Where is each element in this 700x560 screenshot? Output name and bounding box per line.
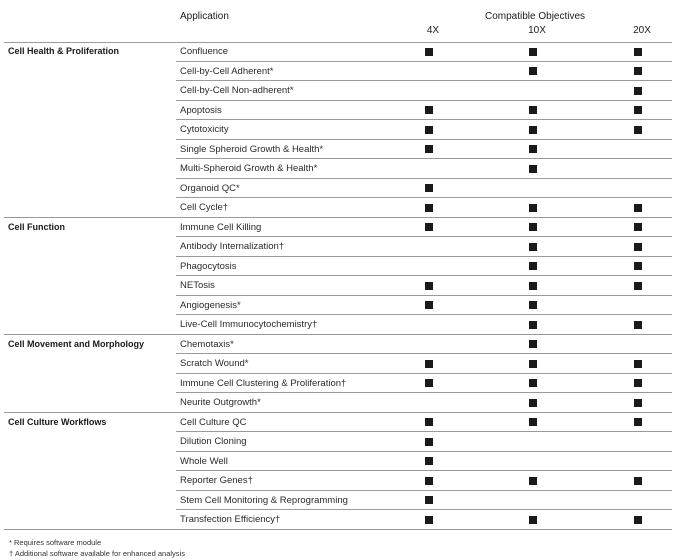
table-row: [0, 257, 700, 277]
compatible-mark-10x: [529, 126, 537, 134]
compatible-mark-10x: [529, 321, 537, 329]
compatible-mark-10x: [529, 243, 537, 251]
objective-20x-header: 20X: [633, 25, 651, 36]
compatible-mark-20x: [634, 282, 642, 290]
application-label: Single Spheroid Growth & Health*: [180, 143, 324, 155]
compatible-mark-10x: [529, 301, 537, 309]
compatible-mark-10x: [529, 516, 537, 524]
application-label: Angiogenesis*: [180, 299, 241, 311]
compatible-mark-4x: [425, 282, 433, 290]
compatible-mark-4x: [425, 360, 433, 368]
application-label: Transfection Efficiency†: [180, 514, 281, 525]
application-label: Cytotoxicity: [180, 124, 229, 135]
application-label: NETosis: [180, 280, 215, 291]
compatible-mark-10x: [529, 145, 537, 153]
compatible-mark-10x: [529, 340, 537, 348]
application-label: Dilution Cloning: [180, 436, 247, 447]
table-row: [0, 276, 700, 296]
footnote-software-module: * Requires software module: [9, 538, 102, 547]
table-row: [0, 335, 700, 355]
compatible-mark-20x: [634, 399, 642, 407]
application-label: Apoptosis: [180, 104, 222, 116]
table-row: [0, 315, 700, 335]
compatible-mark-20x: [634, 477, 642, 485]
objective-10x-header: 10X: [528, 25, 546, 36]
table-row: [0, 452, 700, 472]
category-label: Cell Culture Workflows: [8, 416, 107, 427]
application-label: Stem Cell Monitoring & Reprogramming: [180, 494, 348, 506]
compatible-mark-20x: [634, 67, 642, 75]
compatible-mark-20x: [634, 262, 642, 270]
table-row: [0, 159, 700, 179]
table-row: [0, 120, 700, 140]
table-row: [0, 471, 700, 491]
compatible-mark-4x: [425, 477, 433, 485]
application-label: Neurite Outgrowth*: [180, 397, 261, 408]
compatible-mark-4x: [425, 418, 433, 426]
compatible-mark-10x: [529, 418, 537, 426]
compatible-mark-10x: [529, 477, 537, 485]
category-label: Cell Function: [8, 221, 65, 232]
compatible-mark-20x: [634, 243, 642, 251]
compatible-mark-4x: [425, 126, 433, 134]
table-row: [0, 510, 700, 530]
compatible-mark-20x: [634, 204, 642, 212]
compatible-mark-20x: [634, 87, 642, 95]
footnotes: [9, 537, 185, 559]
application-label: Cell Culture QC: [180, 416, 247, 428]
compatible-mark-4x: [425, 184, 433, 192]
compatible-mark-10x: [529, 262, 537, 270]
application-label: Phagocytosis: [180, 260, 237, 272]
table-row: [0, 413, 700, 433]
compatible-mark-10x: [529, 165, 537, 173]
table-row: [0, 179, 700, 199]
compatible-mark-20x: [634, 418, 642, 426]
compatible-mark-4x: [425, 496, 433, 504]
compatible-mark-4x: [425, 457, 433, 465]
application-label: Chemotaxis*: [180, 338, 234, 350]
application-label: Antibody Internalization†: [180, 241, 285, 252]
table-row: [0, 491, 700, 511]
compatible-mark-10x: [529, 282, 537, 290]
compatible-mark-20x: [634, 106, 642, 114]
application-label: Whole Well: [180, 455, 228, 467]
table-row: [0, 237, 700, 257]
compatible-mark-4x: [425, 204, 433, 212]
compatible-mark-4x: [425, 379, 433, 387]
compatible-mark-4x: [425, 223, 433, 231]
application-label: Cell-by-Cell Non-adherent*: [180, 85, 294, 96]
table-row: [0, 296, 700, 316]
compatible-mark-20x: [634, 360, 642, 368]
compatible-mark-20x: [634, 223, 642, 231]
application-label: Scratch Wound*: [180, 358, 249, 369]
table-row: [0, 62, 700, 82]
compatible-mark-4x: [425, 301, 433, 309]
compatible-mark-20x: [634, 48, 642, 56]
application-label: Cell Cycle†: [180, 202, 229, 213]
category-label: Cell Movement and Morphology: [8, 338, 145, 349]
table-row: [0, 393, 700, 413]
compatible-mark-10x: [529, 67, 537, 75]
compatible-mark-4x: [425, 145, 433, 153]
row-divider: [4, 529, 672, 530]
compatible-mark-10x: [529, 204, 537, 212]
table-row: [0, 432, 700, 452]
compatible-mark-10x: [529, 379, 537, 387]
compatible-mark-10x: [529, 223, 537, 231]
table-row: [0, 42, 700, 62]
table-row: [0, 81, 700, 101]
application-label: Reporter Genes†: [180, 475, 253, 486]
table-row: [0, 218, 700, 238]
compatible-mark-20x: [634, 379, 642, 387]
application-label: Immune Cell Killing: [180, 221, 262, 233]
category-label: Cell Health & Proliferation: [8, 46, 120, 56]
application-header: Application: [180, 11, 229, 22]
application-label: Immune Cell Clustering & Proliferation†: [180, 377, 347, 389]
compatible-mark-10x: [529, 360, 537, 368]
compatible-mark-10x: [529, 106, 537, 114]
compatible-mark-10x: [529, 48, 537, 56]
compatible-objectives-header: Compatible Objectives: [485, 11, 586, 22]
application-label: Confluence: [180, 46, 229, 57]
application-label: Organoid QC*: [180, 182, 240, 194]
compatible-mark-4x: [425, 516, 433, 524]
application-label: Cell-by-Cell Adherent*: [180, 65, 274, 77]
compatible-mark-20x: [634, 321, 642, 329]
compatible-mark-20x: [634, 126, 642, 134]
table-row: [0, 140, 700, 160]
application-label: Live-Cell Immunocytochemistry†: [180, 319, 318, 330]
application-label: Multi-Spheroid Growth & Health*: [180, 163, 318, 174]
objective-4x-header: 4X: [426, 25, 440, 36]
compatible-mark-20x: [634, 516, 642, 524]
compatible-mark-10x: [529, 399, 537, 407]
table-row: [0, 374, 700, 394]
footnote-additional-software: † Additional software available for enhanced analysis: [9, 549, 185, 558]
compatible-mark-4x: [425, 106, 433, 114]
compatible-mark-4x: [425, 48, 433, 56]
table-row: [0, 101, 700, 121]
table-row: [0, 354, 700, 374]
table-row: [0, 198, 700, 218]
compatible-mark-4x: [425, 438, 433, 446]
